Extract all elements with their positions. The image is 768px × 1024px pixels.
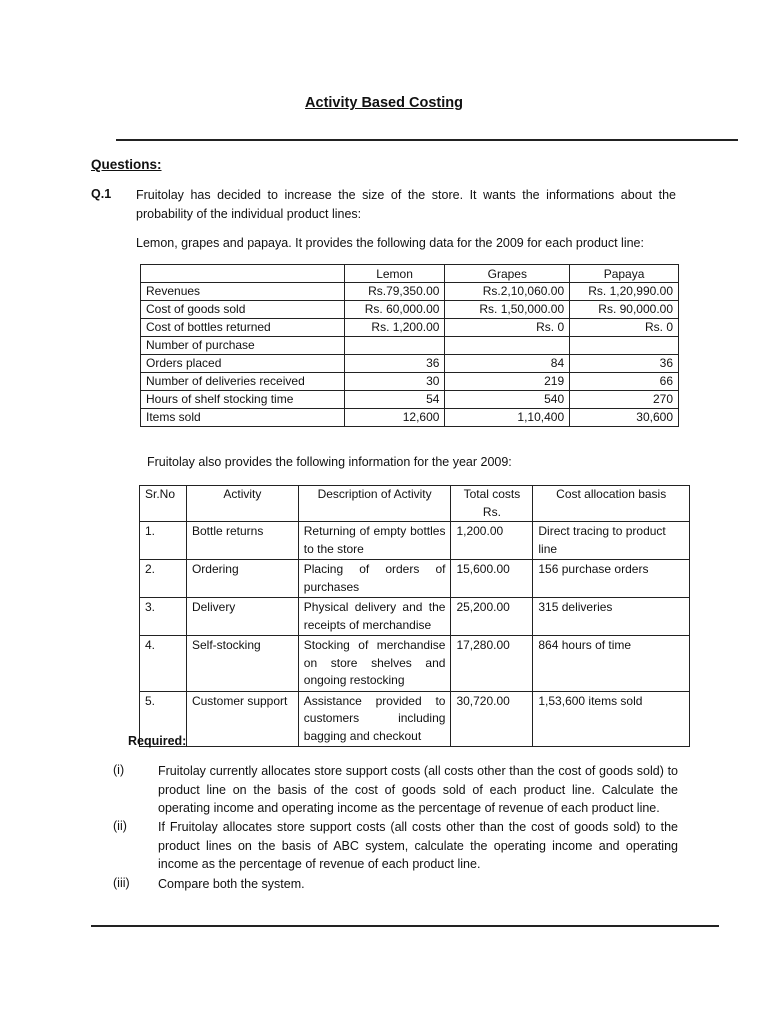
cell-value: Rs. 60,000.00 [344, 301, 445, 319]
cell-value: 3. [140, 598, 187, 636]
cell-value: 36 [570, 355, 679, 373]
row-label: Items sold [141, 409, 345, 427]
cell-value [570, 337, 679, 355]
cell-value: Stocking of merchandise on store shelves and ongoing restocking [298, 636, 451, 692]
cell-value: 30,720.00 [451, 691, 533, 747]
cell-value: 315 deliveries [533, 598, 690, 636]
table-row [140, 598, 690, 636]
table-header-cell [141, 265, 345, 283]
required-item-mark: (i) [113, 763, 125, 777]
top-divider [116, 139, 738, 141]
table-header-row [141, 265, 679, 283]
table-header-cell: Lemon [344, 265, 445, 283]
cell-value: 84 [445, 355, 570, 373]
cell-value: Self-stocking [186, 636, 298, 692]
cell-value: 15,600.00 [451, 560, 533, 598]
table-row [141, 409, 679, 427]
cell-value: Physical delivery and the receipts of merchandise [298, 598, 451, 636]
table-row [141, 355, 679, 373]
required-item-mark: (iii) [113, 876, 130, 890]
cell-value: 219 [445, 373, 570, 391]
cell-value: Returning of empty bottles to the store [298, 522, 451, 560]
cell-value: Ordering [186, 560, 298, 598]
table-header-row [140, 486, 690, 522]
cell-value: 1,200.00 [451, 522, 533, 560]
cell-value: 25,200.00 [451, 598, 533, 636]
cell-value: 540 [445, 391, 570, 409]
table-row [141, 391, 679, 409]
cell-value: Rs. 1,50,000.00 [445, 301, 570, 319]
table-header-cell: Activity [186, 486, 298, 522]
cell-value: 36 [344, 355, 445, 373]
page-title: Activity Based Costing [305, 95, 463, 111]
cell-value: 864 hours of time [533, 636, 690, 692]
cell-value: Rs. 1,200.00 [344, 319, 445, 337]
row-label: Number of purchase [141, 337, 345, 355]
cell-value: 270 [570, 391, 679, 409]
cell-value: Rs. 0 [445, 319, 570, 337]
required-item-text: Compare both the system. [158, 877, 305, 891]
cell-value: Assistance provided to customers including bagging and checkout [298, 691, 451, 747]
question-data-intro: Lemon, grapes and papaya. It provides the following data for the 2009 for each product line: [136, 236, 644, 250]
activity-cost-table [139, 485, 690, 747]
required-label: Required: [128, 734, 187, 748]
cell-value: 1,53,600 items sold [533, 691, 690, 747]
table-row [140, 691, 690, 747]
table-row [141, 319, 679, 337]
cell-value: 30 [344, 373, 445, 391]
cell-value: Customer support [186, 691, 298, 747]
row-label: Revenues [141, 283, 345, 301]
cell-value [445, 337, 570, 355]
row-label: Orders placed [141, 355, 345, 373]
required-item-text: Fruitolay currently allocates store support costs (all costs other than the cost of goods sold) to product line on the basis of the cost of goods sold of each product line. Calculate the operating income and operating income as the percentage of revenue of each product line. [158, 764, 678, 815]
section-heading: Questions: [91, 157, 162, 172]
cell-value: Rs. 1,20,990.00 [570, 283, 679, 301]
cell-value: 1,10,400 [445, 409, 570, 427]
question-text: Fruitolay has decided to increase the size of the store. It wants the informations about the probability of the individual product lines: [136, 188, 676, 221]
cell-value: 156 purchase orders [533, 560, 690, 598]
cell-value: Rs.79,350.00 [344, 283, 445, 301]
row-label: Cost of goods sold [141, 301, 345, 319]
product-line-table [140, 264, 679, 427]
info-intro-text: Fruitolay also provides the following information for the year 2009: [147, 455, 512, 469]
required-item-text: If Fruitolay allocates store support costs (all costs other than the cost of goods sold) to the product lines on the basis of ABC system, calculate the operating income and operating income as the percentage of revenue of each product line. [158, 820, 678, 871]
bottom-divider [91, 925, 719, 927]
cell-value: 12,600 [344, 409, 445, 427]
cell-value: 66 [570, 373, 679, 391]
cell-value: Bottle returns [186, 522, 298, 560]
row-label: Number of deliveries received [141, 373, 345, 391]
cell-value: 4. [140, 636, 187, 692]
table-header-cell: Description of Activity [298, 486, 451, 522]
row-label: Cost of bottles returned [141, 319, 345, 337]
row-label: Hours of shelf stocking time [141, 391, 345, 409]
question-number: Q.1 [91, 187, 112, 201]
required-item-mark: (ii) [113, 819, 127, 833]
cell-value: 17,280.00 [451, 636, 533, 692]
cell-value: Delivery [186, 598, 298, 636]
table-row [140, 636, 690, 692]
table-row [141, 373, 679, 391]
table-row [140, 560, 690, 598]
cell-value: 5. [140, 691, 187, 747]
table-row [141, 337, 679, 355]
table-header-cell: Grapes [445, 265, 570, 283]
cell-value: 54 [344, 391, 445, 409]
cell-value: 1. [140, 522, 187, 560]
cell-value: Rs.2,10,060.00 [445, 283, 570, 301]
table-header-cell: Sr.No [140, 486, 187, 522]
cell-value: Rs. 90,000.00 [570, 301, 679, 319]
cell-value: 2. [140, 560, 187, 598]
cell-value: 30,600 [570, 409, 679, 427]
cell-value: Rs. 0 [570, 319, 679, 337]
table-header-cell: Cost allocation basis [533, 486, 690, 522]
cell-value [344, 337, 445, 355]
table-row [140, 522, 690, 560]
cell-value: Direct tracing to product line [533, 522, 690, 560]
cell-value: Placing of orders of purchases [298, 560, 451, 598]
table-header-cell: Total costs Rs. [451, 486, 533, 522]
table-header-cell: Papaya [570, 265, 679, 283]
table-row [141, 301, 679, 319]
table-row [141, 283, 679, 301]
